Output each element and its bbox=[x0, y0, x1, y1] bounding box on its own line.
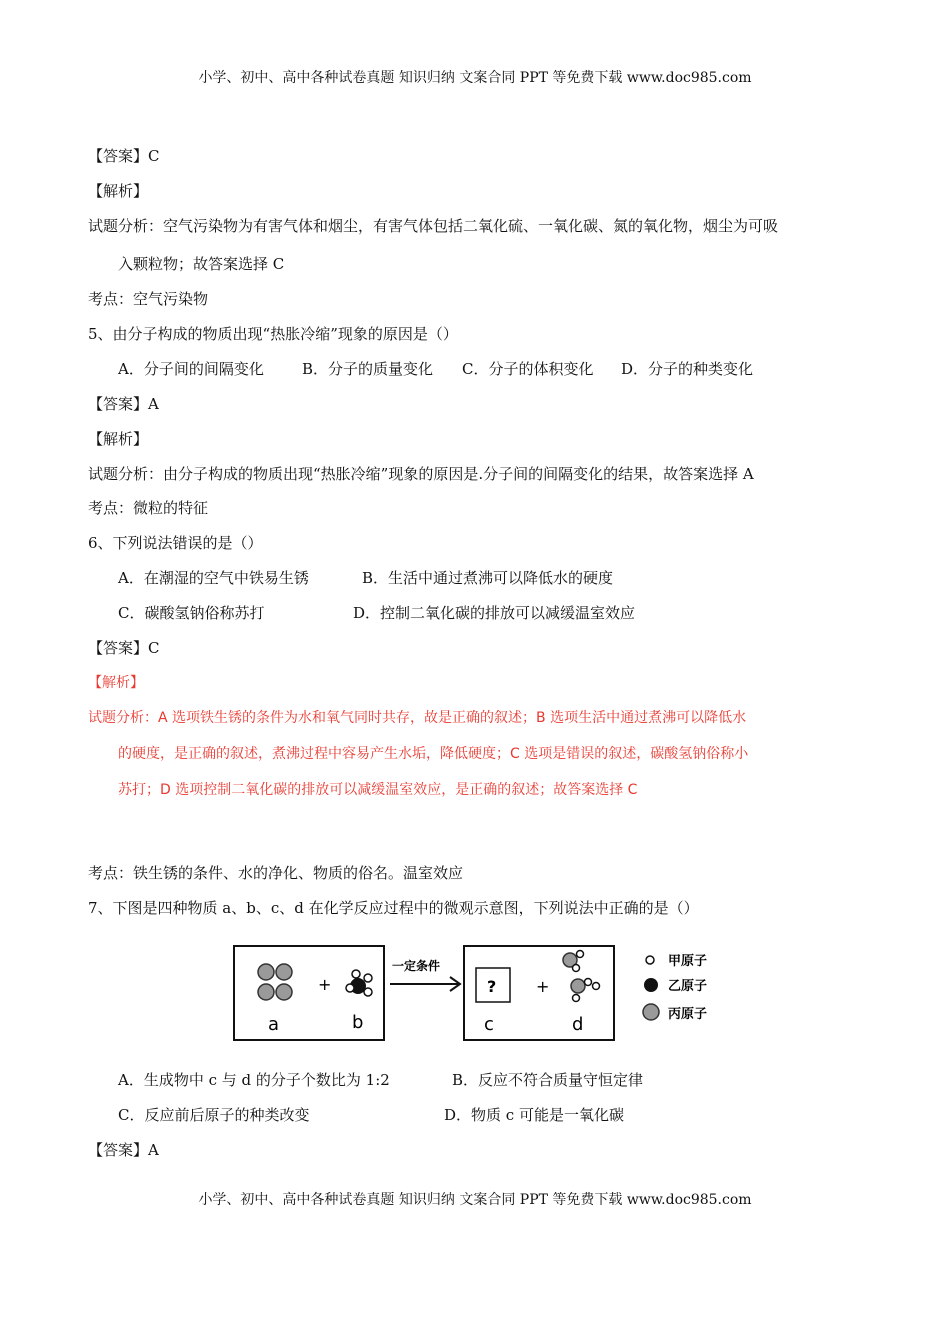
q6-stem: 6、下列说法错误的是（） bbox=[88, 534, 263, 552]
q7-option-c: C．反应前后原子的种类改变 bbox=[118, 1106, 310, 1124]
q6-analysis-line-3: 苏打；D 选项控制二氧化碳的排放可以减缓温室效应，是正确的叙述；故答案选择 C bbox=[118, 782, 638, 798]
q6-analysis-line-2: 的硬度，是正确的叙述，煮沸过程中容易产生水垢，降低硬度；C 选项是错误的叙述，碳酸氢钠俗称小 bbox=[118, 746, 749, 762]
legend-atom-bing bbox=[643, 1004, 659, 1020]
q7-stem: 7、下图是四种物质 a、b、c、d 在化学反应过程中的微观示意图，下列说法中正确的是（） bbox=[88, 899, 699, 917]
reaction-condition: 一定条件 bbox=[392, 959, 441, 973]
page-header: 小学、初中、高中各种试卷真题 知识归纳 文案合同 PPT 等免费下载 www.doc985.com bbox=[198, 70, 752, 86]
q6-analysis-line-1: 试题分析：A 选项铁生锈的条件为水和氧气同时共存，故是正确的叙述；B 选项生活中通过煮沸可以降低水 bbox=[88, 710, 747, 726]
label-b: b bbox=[352, 1012, 364, 1033]
page-footer: 小学、初中、高中各种试卷真题 知识归纳 文案合同 PPT 等免费下载 www.doc985.com bbox=[198, 1192, 752, 1208]
q6-option-c: C．碳酸氢钠俗称苏打 bbox=[118, 604, 265, 622]
q5-topic: 考点：微粒的特征 bbox=[88, 499, 209, 517]
legend-label-bing: 丙原子 bbox=[668, 1007, 708, 1022]
q5-option-d: D．分子的种类变化 bbox=[621, 360, 754, 378]
label-a: a bbox=[268, 1014, 280, 1035]
label-c: c bbox=[484, 1014, 494, 1035]
q5-option-b: B．分子的质量变化 bbox=[302, 360, 434, 378]
unknown-mark: ? bbox=[487, 977, 497, 996]
q6-analysis-label: 【解析】 bbox=[88, 675, 144, 691]
q4-analysis-label: 【解析】 bbox=[88, 182, 149, 200]
legend-label-yi: 乙原子 bbox=[668, 979, 708, 994]
q5-stem: 5、由分子构成的物质出现“热胀冷缩”现象的原因是（） bbox=[88, 325, 458, 343]
legend-atom-yi bbox=[644, 978, 658, 992]
reaction-diagram bbox=[230, 940, 730, 1050]
q6-option-b: B．生活中通过煮沸可以降低水的硬度 bbox=[362, 569, 614, 587]
plus-left: + bbox=[318, 975, 332, 994]
q5-analysis-line-1: 试题分析：由分子构成的物质出现“热胀冷缩”现象的原因是.分子间的间隔变化的结果，故答案选择 A bbox=[88, 465, 754, 483]
legend-atom-jia bbox=[646, 956, 654, 964]
molecule-d bbox=[563, 951, 600, 1002]
q7-option-b: B．反应不符合质量守恒定律 bbox=[452, 1071, 644, 1089]
legend-label-jia: 甲原子 bbox=[668, 954, 708, 969]
q4-topic: 考点：空气污染物 bbox=[88, 290, 209, 308]
q7-answer: 【答案】A bbox=[88, 1141, 159, 1159]
q6-topic: 考点：铁生锈的条件、水的净化、物质的俗名。温室效应 bbox=[88, 864, 464, 882]
q5-option-c: C．分子的体积变化 bbox=[462, 360, 594, 378]
label-d: d bbox=[572, 1014, 584, 1035]
q7-option-d: D．物质 c 可能是一氧化碳 bbox=[444, 1106, 624, 1124]
q5-option-a: A．分子间的间隔变化 bbox=[118, 360, 264, 378]
q6-answer: 【答案】C bbox=[88, 639, 160, 657]
q6-option-a: A．在潮湿的空气中铁易生锈 bbox=[118, 569, 309, 587]
q4-analysis-line-2: 入颗粒物；故答案选择 C bbox=[118, 255, 285, 273]
molecule-b bbox=[346, 970, 372, 996]
q5-analysis-label: 【解析】 bbox=[88, 430, 149, 448]
q5-answer: 【答案】A bbox=[88, 395, 159, 413]
plus-right: + bbox=[536, 977, 550, 996]
molecule-a bbox=[258, 964, 292, 1000]
q7-option-a: A．生成物中 c 与 d 的分子个数比为 1:2 bbox=[118, 1071, 390, 1089]
q4-answer: 【答案】C bbox=[88, 147, 160, 165]
q6-option-d: D．控制二氧化碳的排放可以减缓温室效应 bbox=[353, 604, 636, 622]
q4-analysis-line-1: 试题分析：空气污染物为有害气体和烟尘，有害气体包括二氧化硫、一氧化碳、氮的氧化物，烟尘为可吸 bbox=[88, 217, 779, 235]
